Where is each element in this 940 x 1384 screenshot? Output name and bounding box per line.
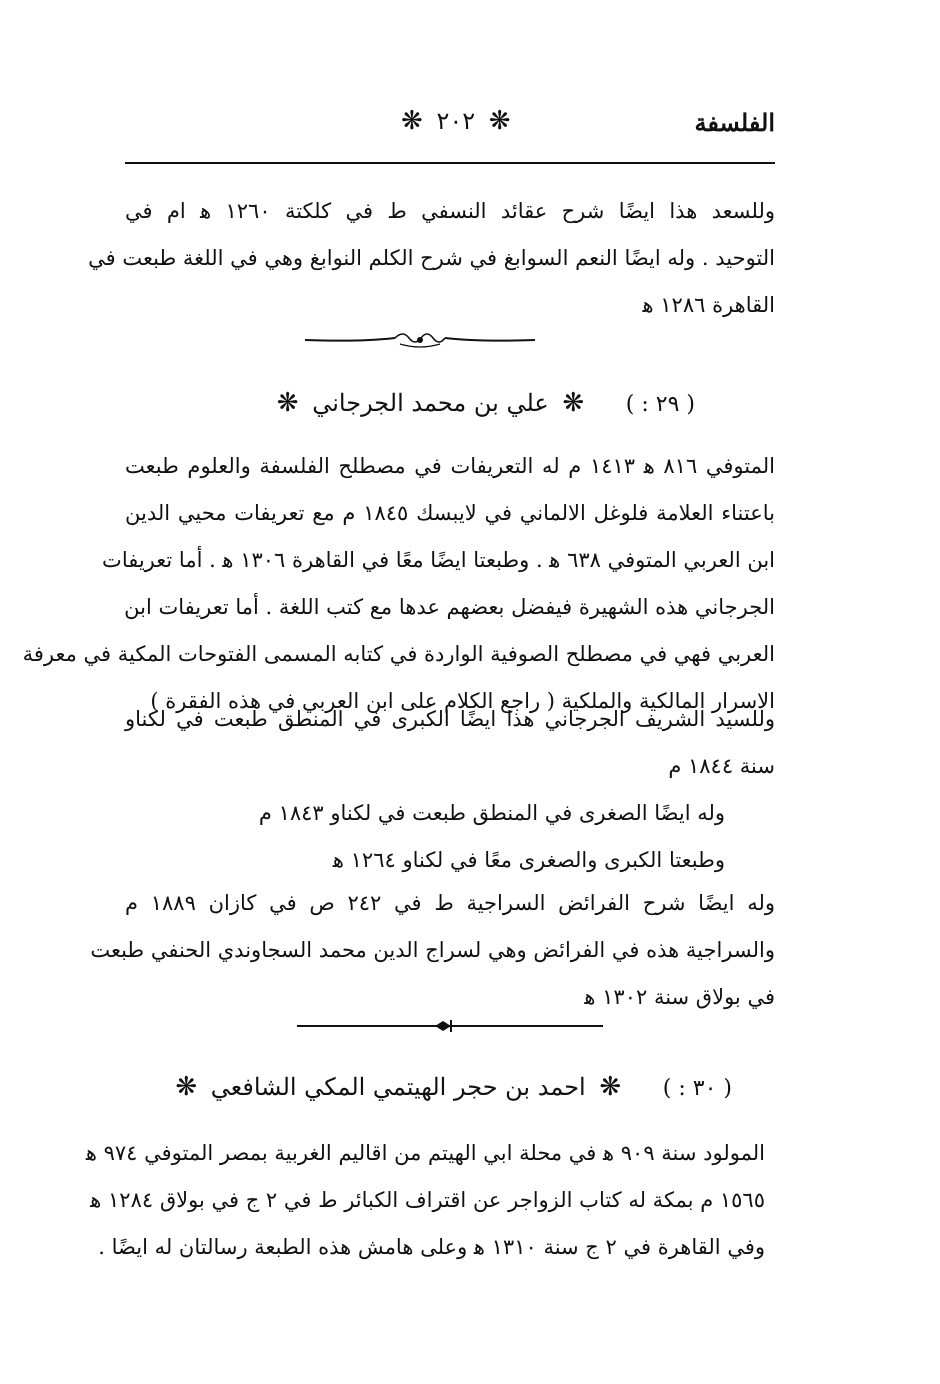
text-line: وله ايضًا الصغرى في المنطق طبعت في لكناو ١٨٤٣ م	[258, 801, 725, 825]
text-line: وفي القاهرة في ٢ ج سنة ١٣١٠ ﻫ وعلى هامش هذه الطبعة رسالتان له ايضًا .	[98, 1235, 765, 1259]
text-line: المولود سنة ٩٠٩ ﻫ في محلة ابي الهيتم من اقاليم الغربية بمصر المتوفي ٩٧٤ ﻫ	[85, 1141, 765, 1165]
star-ornament-icon: ❋	[401, 106, 423, 136]
paragraph-2	[22, 443, 776, 725]
text-line: سنة ١٨٤٤ م	[668, 754, 775, 778]
page-number: ٢٠٢	[436, 107, 476, 135]
section-number: ( ٣٠ : )	[662, 1076, 732, 1101]
paragraph-5	[90, 880, 775, 1021]
ornamental-divider	[300, 328, 540, 352]
running-head: الفلسفة	[694, 108, 775, 137]
section-title: احمد بن حجر الهيتمي المكي الشافعي	[210, 1073, 586, 1101]
star-ornament-icon: ❋	[276, 388, 299, 418]
text-line: وللسيد الشريف الجرجاني هذا ايضًا الكبرى في المنطق طبعت في لكناو	[125, 707, 775, 731]
star-ornament-icon: ❋	[488, 106, 511, 136]
section-title: علي بن محمد الجرجاني	[312, 389, 549, 417]
text-line: في بولاق سنة ١٣٠٢ ﻫ	[584, 985, 775, 1009]
section-heading-30	[169, 1072, 732, 1102]
text-line: وللسعد هذا ايضًا شرح عقائد النسفي ط في كلكتة ١٢٦٠ ﻫ ام في	[125, 199, 775, 223]
paragraph-6	[85, 1130, 765, 1271]
header-rule	[125, 162, 775, 164]
text-line: ١٥٦٥ م بمكة له كتاب الزواجر عن اقتراف الكبائر ط في ٢ ج في بولاق ١٢٨٤ ﻫ	[90, 1188, 765, 1212]
paragraph-3	[125, 696, 775, 790]
text-line: الجرجاني هذه الشهيرة فيفضل بعضهم عدها مع كتب اللغة . أما تعريفات ابن	[124, 595, 775, 619]
star-ornament-icon: ❋	[562, 388, 585, 418]
text-line: المتوفي ٨١٦ ﻫ ١٤١٣ م له التعريفات في مصطلح الفلسفة والعلوم طبعت	[125, 454, 775, 478]
text-line: العربي فهي في مصطلح الصوفية الواردة في كتابه المسمى الفتوحات المكية في معرفة	[22, 642, 775, 666]
text-line: القاهرة ١٢٨٦ ﻫ	[642, 293, 775, 317]
section-heading-29	[271, 388, 695, 418]
text-line: ابن العربي المتوفي ٦٣٨ ﻫ . وطبعتا ايضًا معًا في القاهرة ١٣٠٦ ﻫ . أما تعريفات	[102, 548, 775, 572]
text-line: باعتناء العلامة فلوغل الالماني في لايبسك ١٨٤٥ م مع تعريفات محيي الدين	[125, 501, 776, 525]
star-ornament-icon: ❋	[175, 1072, 198, 1102]
text-line: وله ايضًا شرح الفرائض السراجية ط في ٢٤٢ ص في كازان ١٨٨٩ م	[125, 891, 775, 915]
section-number: ( ٢٩ : )	[625, 392, 695, 417]
page-number-group	[395, 106, 517, 136]
paragraph-4	[250, 790, 725, 884]
text-line: الاسرار المالكية والملكية ( راجع الكلام على ابن العربي في هذه الفقرة )	[150, 689, 775, 713]
text-line: والسراجية هذه في الفرائض وهي لسراج الدين محمد السجاوندي الحنفي طبعت	[90, 938, 775, 962]
paragraph-1	[88, 188, 775, 329]
text-line: التوحيد . وله ايضًا النعم السوابغ في شرح الكلم النوابغ وهي في اللغة طبعت في	[88, 246, 775, 270]
section-divider	[295, 1018, 605, 1034]
page-header	[125, 100, 775, 150]
text-line: وطبعتا الكبرى والصغرى معًا في لكناو ١٢٦٤ ﻫ	[332, 848, 725, 872]
star-ornament-icon: ❋	[599, 1072, 622, 1102]
